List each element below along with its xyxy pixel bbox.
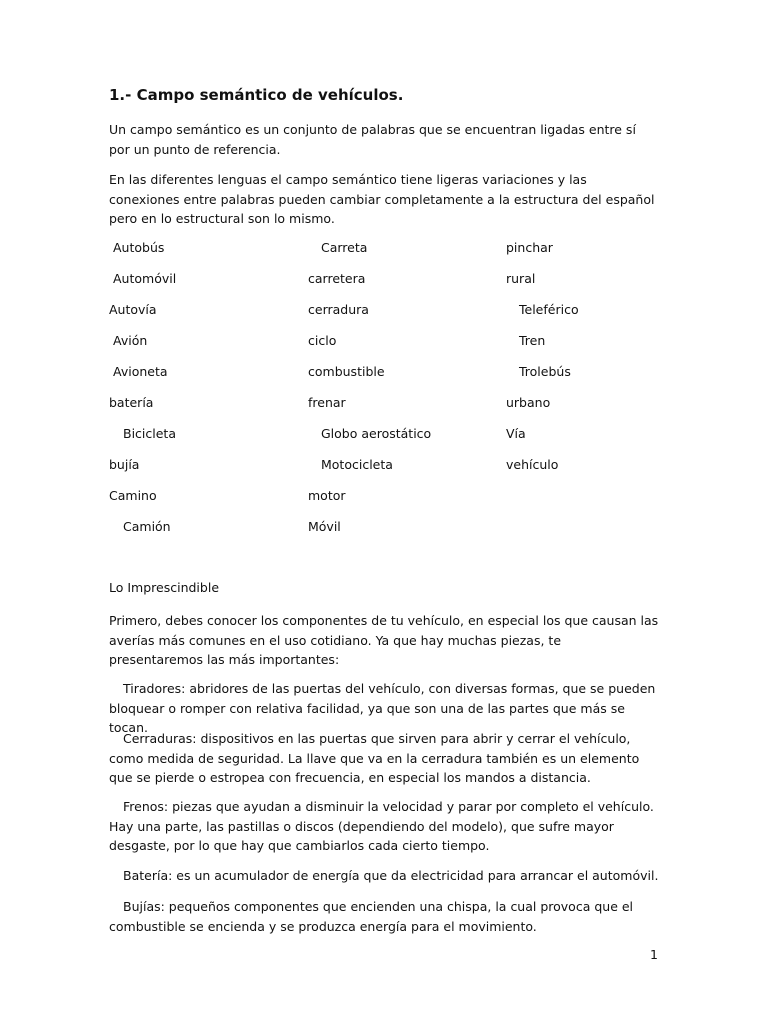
- page-number: 1: [650, 947, 658, 962]
- body-paragraph-bujias: Bujías: pequeños componentes que encienden una chispa, la cual provoca que el combustible se encienda y se produzca energía para el movimiento.: [109, 899, 634, 934]
- body-paragraph-cerraduras: Cerraduras: dispositivos en las puertas que sirven para abrir y cerrar el vehículo, como medida de seguridad. La llave que va en la cerradura también es un elemento que se pierde o estropea con frecuencia, en especial los mandos a distancia.: [109, 731, 640, 785]
- word-item: ciclo: [308, 333, 337, 348]
- body-paragraph-frenos: Frenos: piezas que ayudan a disminuir la velocidad y parar por completo el vehículo. Hay una parte, las pastillas o discos (dependiendo del modelo), que sufre mayor desgaste, por lo que hay que cambiarlos cada cierto tiempo.: [109, 799, 654, 853]
- word-item: vehículo: [506, 457, 559, 472]
- word-item: Móvil: [308, 519, 341, 534]
- word-item: carretera: [308, 271, 366, 286]
- intro-paragraph-2: En las diferentes lenguas el campo semántico tiene ligeras variaciones y las conexiones entre palabras pueden cambiar completamente a la estructura del español pero en lo estructural son lo mismo.: [109, 172, 655, 226]
- word-item: Avión: [113, 333, 148, 348]
- word-item: Carreta: [321, 240, 368, 255]
- word-item: Vía: [506, 426, 526, 441]
- word-item: Autovía: [109, 302, 157, 317]
- word-item: Bicicleta: [123, 426, 176, 441]
- word-item: combustible: [308, 364, 385, 379]
- word-item: Globo aerostático: [321, 426, 432, 441]
- word-item: pinchar: [506, 240, 553, 255]
- word-item: Motocicleta: [321, 457, 393, 472]
- body-paragraph-tiradores: Tiradores: abridores de las puertas del vehículo, con diversas formas, que se pueden bloquear o romper con relativa facilidad, ya que son una de las partes que más se tocan.: [109, 681, 656, 735]
- body-paragraph-intro: Primero, debes conocer los componentes de tu vehículo, en especial los que causan las averías más comunes en el uso cotidiano. Ya que hay muchas piezas, te presentaremos las más importantes:: [109, 613, 659, 667]
- intro-paragraph-1: Un campo semántico es un conjunto de palabras que se encuentran ligadas entre sí por un punto de referencia.: [109, 122, 636, 157]
- word-item: Automóvil: [113, 271, 177, 286]
- word-item: Camión: [123, 519, 171, 534]
- word-item: Tren: [519, 333, 546, 348]
- word-item: Trolebús: [519, 364, 571, 379]
- word-item: Autobús: [113, 240, 165, 255]
- word-item: motor: [308, 488, 346, 503]
- section-heading: Lo Imprescindible: [109, 580, 220, 595]
- word-item: urbano: [506, 395, 551, 410]
- word-item: bujía: [109, 457, 140, 472]
- word-item: Avioneta: [113, 364, 168, 379]
- word-item: Teleférico: [519, 302, 579, 317]
- body-paragraph-bateria: Batería: es un acumulador de energía que da electricidad para arrancar el automóvil.: [123, 868, 659, 883]
- word-item: frenar: [308, 395, 346, 410]
- word-item: Camino: [109, 488, 157, 503]
- word-item: batería: [109, 395, 154, 410]
- word-item: cerradura: [308, 302, 369, 317]
- page-title: 1.- Campo semántico de vehículos.: [109, 86, 404, 104]
- word-item: rural: [506, 271, 536, 286]
